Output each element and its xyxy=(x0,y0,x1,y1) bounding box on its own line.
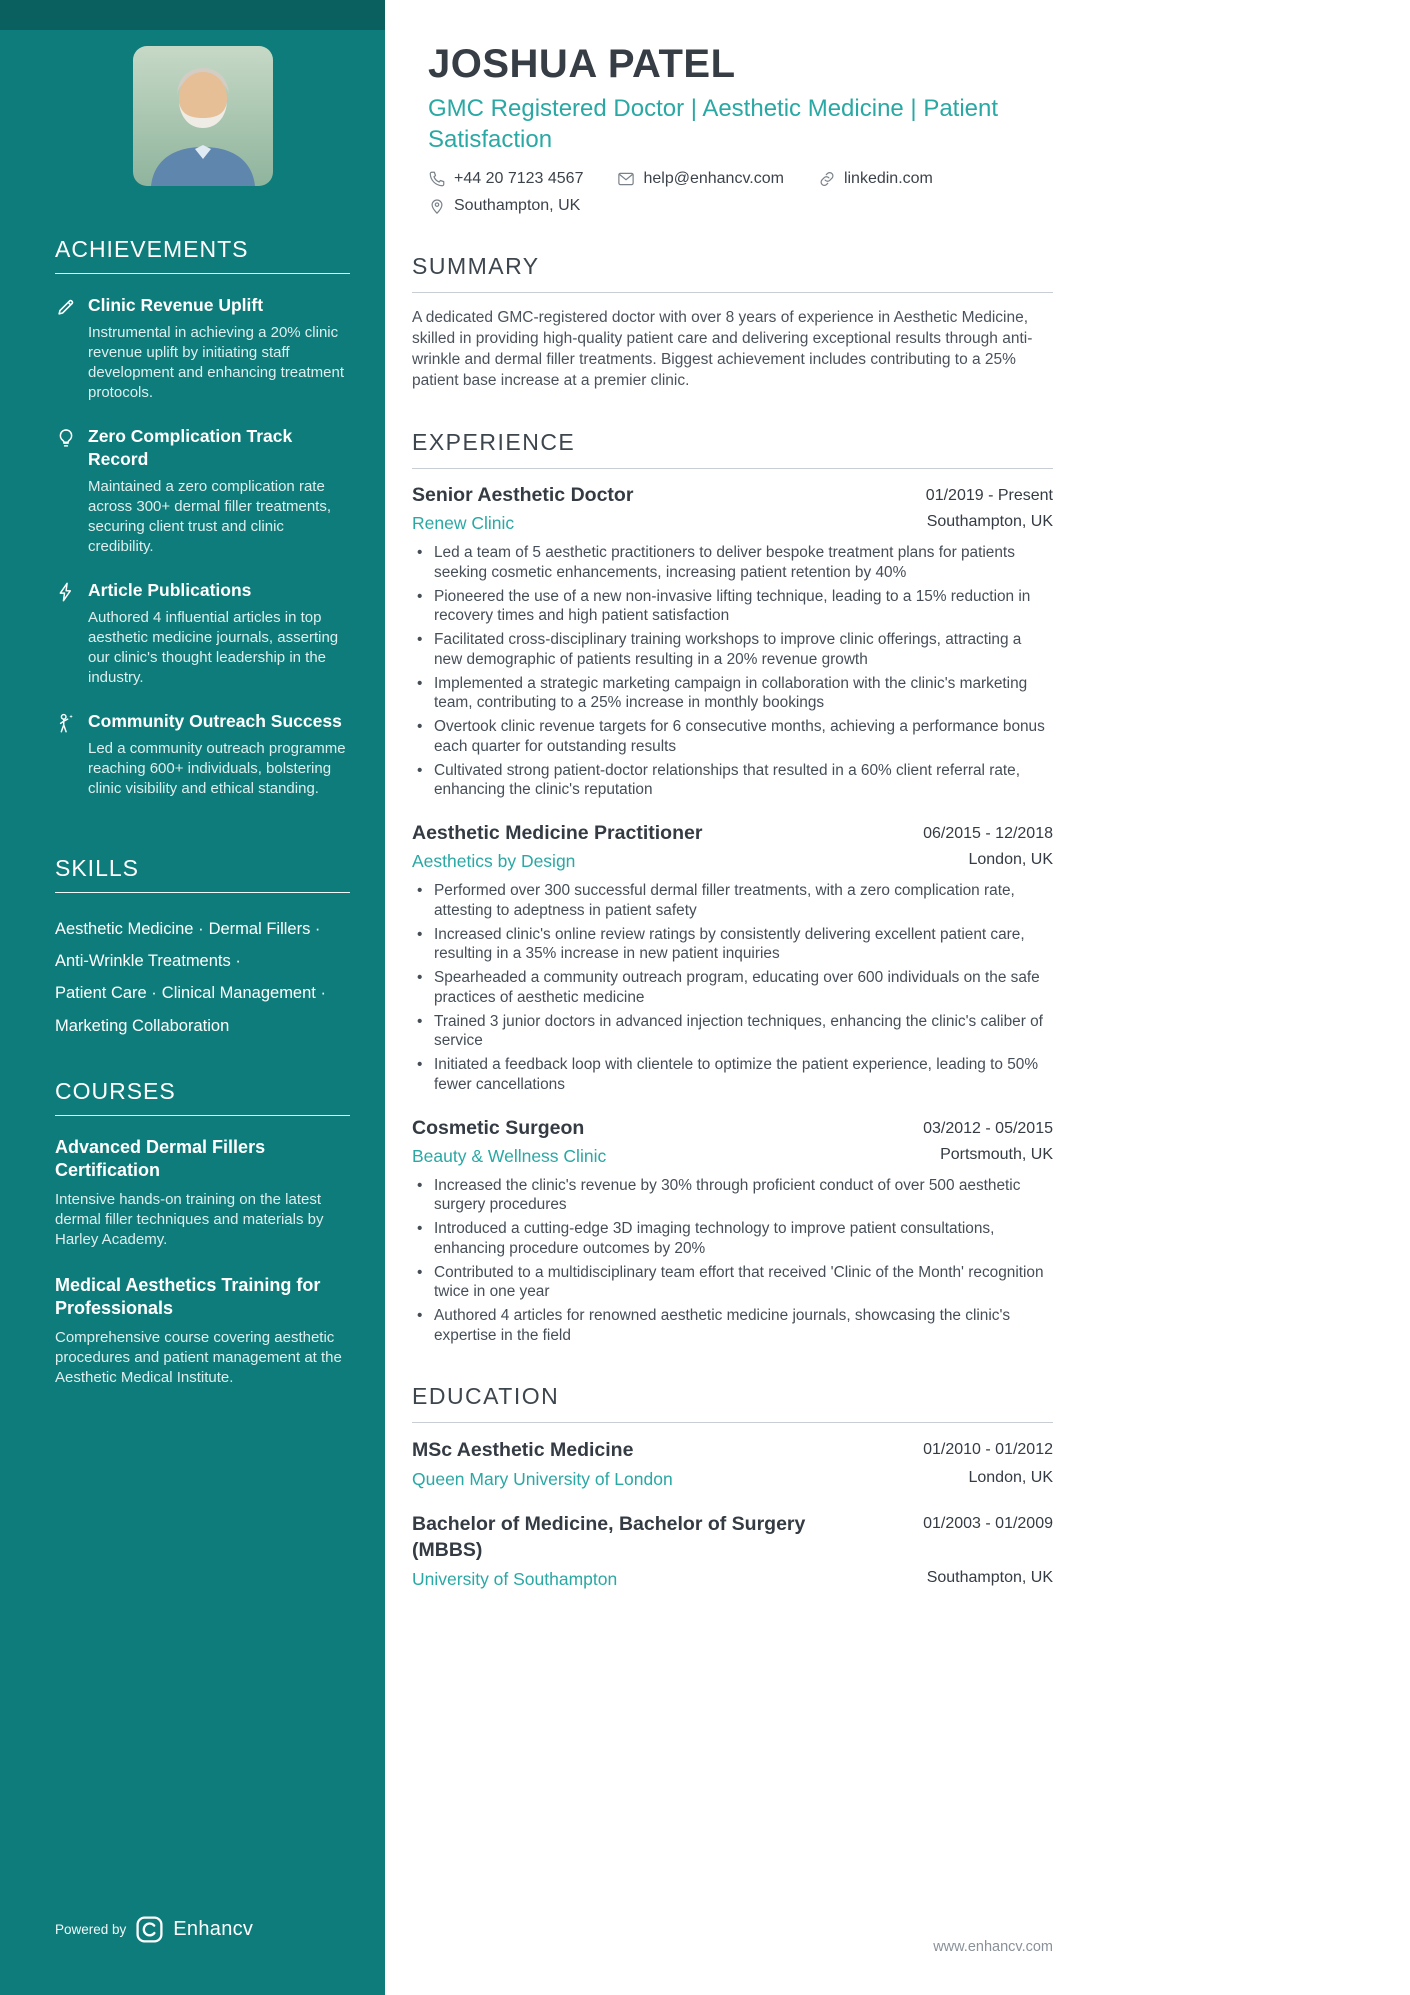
degree-title: MSc Aesthetic Medicine xyxy=(412,1438,634,1461)
course-description: Comprehensive course covering aesthetic procedures and patient management at the Aesthetic Medical Institute. xyxy=(55,1328,342,1386)
skills-section xyxy=(55,855,350,1042)
achievement-body xyxy=(88,710,350,799)
job-bullet: • Spearheaded a community outreach program, educating over 600 individuals on the safe practices of aesthetic medicine xyxy=(412,968,1053,1007)
job-bullets xyxy=(412,881,1053,1094)
job-location: Southampton, UK xyxy=(926,513,1053,531)
degree-school: University of Southampton xyxy=(412,1568,618,1589)
summary-text: A dedicated GMC-registered doctor with over 8 years of experience in Aesthetic Medicine, skilled in providing high-quality patient care and delivering exceptional results through anti-wrinkle and dermal filler treatments. Biggest achievement includes contributing to a 25% patient base increase at a premier clinic. xyxy=(412,309,1033,389)
job-bullet: • Overtook clinic revenue targets for 6 consecutive months, achieving a performance bonus each quarter for outstanding results xyxy=(412,717,1053,756)
achievement-body xyxy=(88,294,350,403)
achievement-description: Authored 4 influential articles in top aesthetic medicine journals, asserting our clinic's thought leadership in the industry. xyxy=(88,609,339,686)
skill-item: Aesthetic Medicine · xyxy=(55,920,204,939)
linkedin-text: linkedin.com xyxy=(843,170,933,188)
candidate-name: JOSHUA PATEL xyxy=(428,42,736,86)
phone-number: +44 20 7123 4567 xyxy=(454,170,584,188)
sidebar-footer[interactable] xyxy=(55,1916,350,1943)
skill-item: Dermal Fillers · xyxy=(208,920,321,939)
job-bullet: • Initiated a feedback loop with clientele to optimize the patient experience, leading to 50% fewer cancellations xyxy=(412,1055,1053,1094)
link-icon xyxy=(818,170,836,188)
course-title: Medical Aesthetics Training for Professionals xyxy=(55,1274,321,1318)
degree-dates: 01/2003 - 01/2009 xyxy=(923,1515,1053,1533)
education-list xyxy=(412,1438,1053,1590)
job-company-row xyxy=(412,851,1053,872)
mail-icon xyxy=(617,170,635,188)
course-item xyxy=(55,1136,350,1250)
job-bullet: • Introduced a cutting-edge 3D imaging technology to improve patient consultations, enhancing procedure outcomes by 20% xyxy=(412,1219,1053,1258)
degree-title-row xyxy=(412,1438,1053,1463)
job-title: Cosmetic Surgeon xyxy=(412,1116,585,1139)
community-icon xyxy=(55,712,77,734)
skill-item: Marketing Collaboration xyxy=(55,1016,230,1035)
job-location: Portsmouth, UK xyxy=(940,1145,1053,1163)
enhancv-brand: Enhancv xyxy=(173,1918,254,1940)
degree-school: Queen Mary University of London xyxy=(412,1469,673,1490)
experience-item xyxy=(412,484,1053,799)
job-bullet: • Implemented a strategic marketing campaign in collaboration with the clinic's marketing team, contributing to a 25% increase in monthly bookings xyxy=(412,674,1053,713)
degree-title-row xyxy=(412,1512,1053,1563)
achievement-title: Community Outreach Success xyxy=(88,710,342,731)
job-bullet: • Cultivated strong patient-doctor relationships that resulted in a 60% client referral rate, enhancing the clinic's reputation xyxy=(412,761,1053,800)
phone-item[interactable] xyxy=(428,170,583,188)
achievement-description: Maintained a zero complication rate across 300+ dermal filler treatments, securing client trust and clinic credibility. xyxy=(88,477,332,555)
degree-school-row xyxy=(412,1469,1053,1490)
powered-by-label: Powered by xyxy=(55,1922,127,1937)
job-dates: 01/2019 - Present xyxy=(925,487,1053,505)
course-title: Advanced Dermal Fillers Certification xyxy=(55,1136,266,1180)
courses-list xyxy=(55,1136,350,1388)
job-bullet: • Led a team of 5 aesthetic practitioners to deliver bespoke treatment plans for patients seeking cosmetic enhancements, increasing patient retention by 40% xyxy=(412,543,1053,582)
achievements-section xyxy=(55,236,350,821)
job-bullet: • Increased clinic's online review ratings by consistently delivering excellent patient care, resulting in a 35% increase in new patient inquiries xyxy=(412,925,1053,964)
job-company: Renew Clinic xyxy=(412,513,515,534)
contact-row xyxy=(428,170,1053,188)
job-bullet: • Contributed to a multidisciplinary team effort that received 'Clinic of the Month' recognition twice in one year xyxy=(412,1263,1053,1302)
achievements-list xyxy=(55,294,350,799)
skill-item: Patient Care · xyxy=(55,984,157,1003)
email-item[interactable] xyxy=(617,170,783,188)
job-company: Aesthetics by Design xyxy=(412,851,576,872)
achievements-heading: ACHIEVEMENTS xyxy=(55,236,350,274)
experience-item xyxy=(412,822,1053,1094)
job-bullet: • Increased the clinic's revenue by 30% through proficient conduct of over 500 aesthetic surgery procedures xyxy=(412,1176,1053,1215)
linkedin-item[interactable] xyxy=(818,170,933,188)
job-bullet: • Pioneered the use of a new non-invasive lifting technique, leading to a 15% reduction in recovery times and high patient satisfaction xyxy=(412,587,1053,626)
header-block xyxy=(412,42,1053,215)
location-text: Southampton, UK xyxy=(454,197,581,215)
experience-section xyxy=(412,429,1053,1345)
location-item xyxy=(428,197,580,215)
job-company-row xyxy=(412,513,1053,534)
skills-list xyxy=(55,913,350,1042)
pen-icon xyxy=(55,296,77,318)
job-company-row xyxy=(412,1146,1053,1167)
job-bullets xyxy=(412,1176,1053,1345)
achievement-item xyxy=(55,579,350,688)
achievement-title: Article Publications xyxy=(88,579,252,600)
skills-heading: SKILLS xyxy=(55,855,350,893)
course-description: Intensive hands-on training on the latest dermal filler techniques and materials by Harley Academy. xyxy=(55,1190,324,1248)
achievement-item xyxy=(55,710,350,799)
skill-item: Anti-Wrinkle Treatments · xyxy=(55,952,241,971)
candidate-title: GMC Registered Doctor | Aesthetic Medicine | Patient Satisfaction xyxy=(428,95,999,154)
education-section xyxy=(412,1383,1053,1590)
achievement-title: Clinic Revenue Uplift xyxy=(88,295,264,315)
site-footer-link[interactable]: www.enhancv.com xyxy=(933,1939,1053,1955)
sidebar-top-strip xyxy=(0,0,385,30)
achievement-description: Instrumental in achieving a 20% clinic revenue uplift by initiating staff development and enhancing treatment protocols. xyxy=(88,324,345,402)
job-title-row xyxy=(412,484,1053,507)
job-title: Aesthetic Medicine Practitioner xyxy=(412,822,703,845)
degree-title: Bachelor of Medicine, Bachelor of Surgery (MBBS) xyxy=(412,1513,806,1561)
job-company: Beauty & Wellness Clinic xyxy=(412,1145,607,1166)
sidebar xyxy=(0,0,385,1995)
job-bullet: • Authored 4 articles for renowned aesthetic medicine journals, showcasing the clinic's expertise in the field xyxy=(412,1306,1053,1345)
courses-heading: COURSES xyxy=(55,1078,350,1116)
education-heading: EDUCATION xyxy=(412,1383,1053,1423)
education-item xyxy=(412,1438,1053,1490)
job-bullets xyxy=(412,543,1053,799)
experience-heading: EXPERIENCE xyxy=(412,429,1053,469)
location-row xyxy=(428,197,1053,215)
achievement-description: Led a community outreach programme reaching 600+ individuals, bolstering clinic visibility and ethical standing. xyxy=(88,740,346,798)
achievement-item xyxy=(55,425,350,557)
job-location: London, UK xyxy=(968,851,1053,869)
enhancv-logo-icon xyxy=(136,1916,163,1943)
degree-location: London, UK xyxy=(968,1469,1053,1487)
lightning-icon xyxy=(55,581,77,603)
phone-icon xyxy=(428,170,446,188)
job-bullet: • Facilitated cross-disciplinary training workshops to improve clinic offerings, attracting a new demographic of patients resulting in a 20% revenue growth xyxy=(412,630,1053,669)
job-title-row xyxy=(412,822,1053,845)
lightbulb-icon xyxy=(55,427,77,449)
experience-item xyxy=(412,1117,1053,1345)
location-pin-icon xyxy=(428,197,446,215)
job-bullet: • Performed over 300 successful dermal filler treatments, with a zero complication rate, attesting to adeptness in patient safety xyxy=(412,881,1053,920)
email-address: help@enhancv.com xyxy=(643,170,784,188)
profile-photo xyxy=(133,46,273,186)
job-bullet: • Trained 3 junior doctors in advanced injection techniques, enhancing the clinic's caliber of service xyxy=(412,1012,1053,1051)
summary-heading: SUMMARY xyxy=(412,253,1053,293)
main-content xyxy=(412,42,1053,1612)
degree-location: Southampton, UK xyxy=(926,1568,1053,1586)
job-title-row xyxy=(412,1117,1053,1140)
summary-section xyxy=(412,253,1053,391)
achievement-item xyxy=(55,294,350,403)
main-column xyxy=(385,0,1410,1995)
achievement-title: Zero Complication Track Record xyxy=(88,426,293,469)
achievement-body xyxy=(88,579,350,688)
courses-section xyxy=(55,1078,350,1412)
degree-dates: 01/2010 - 01/2012 xyxy=(923,1440,1053,1458)
degree-school-row xyxy=(412,1569,1053,1590)
achievement-body xyxy=(88,425,350,557)
job-dates: 03/2012 - 05/2015 xyxy=(923,1119,1053,1137)
experience-list xyxy=(412,484,1053,1345)
job-title: Senior Aesthetic Doctor xyxy=(412,484,634,507)
job-dates: 06/2015 - 12/2018 xyxy=(923,825,1053,843)
skill-item: Clinical Management · xyxy=(161,984,326,1003)
course-item xyxy=(55,1274,350,1388)
education-item xyxy=(412,1512,1053,1590)
